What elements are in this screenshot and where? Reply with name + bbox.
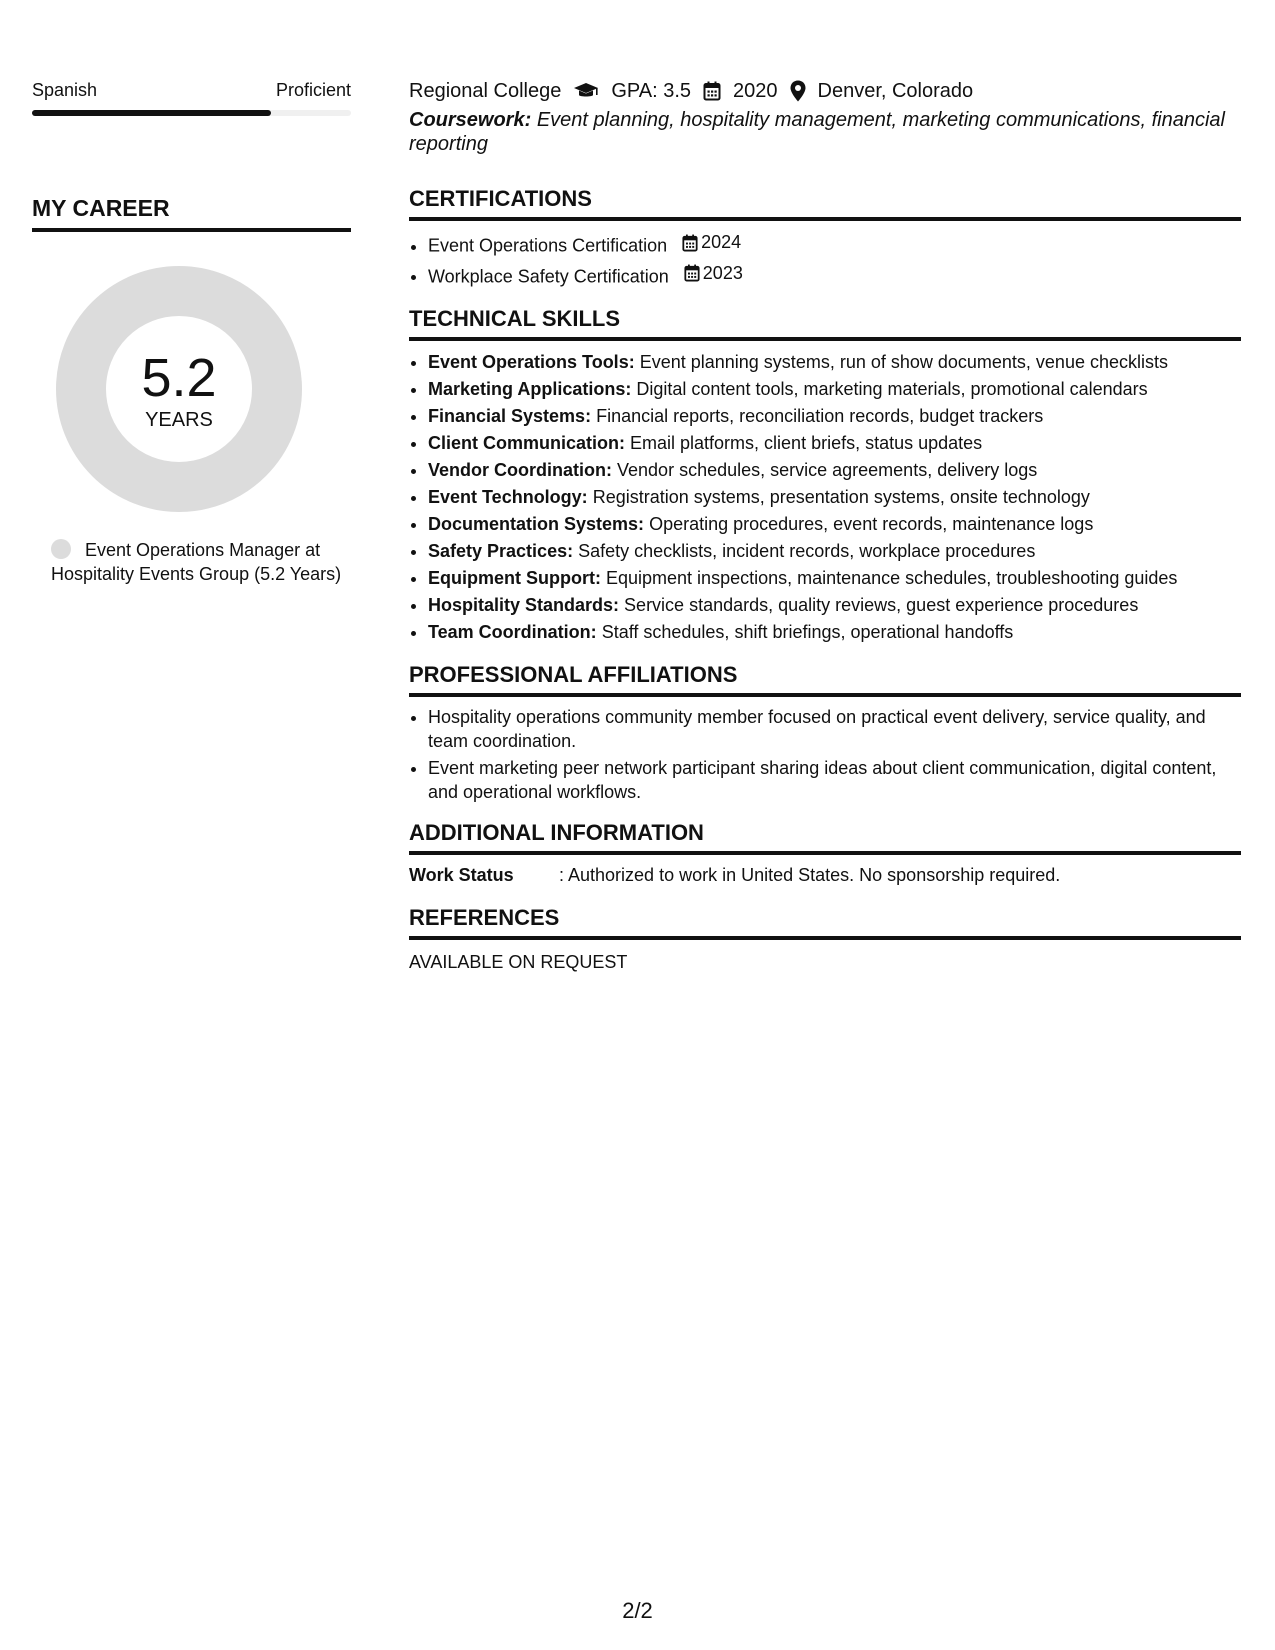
references-text: AVAILABLE ON REQUEST xyxy=(409,952,628,972)
technical-skills-section xyxy=(409,306,1241,646)
skill-label: Team Coordination: xyxy=(428,622,597,642)
career-heading: MY CAREER xyxy=(32,194,351,232)
certification-item xyxy=(428,260,1241,291)
legend-dot xyxy=(51,539,71,559)
career-years-unit: YEARS xyxy=(145,409,213,431)
coursework-text: Event planning, hospitality management, marketing communications, financial reporting xyxy=(409,109,1225,155)
language-row xyxy=(32,78,351,102)
skill-item xyxy=(428,592,1241,619)
skill-item xyxy=(428,619,1241,646)
skill-label: Equipment Support: xyxy=(428,568,601,588)
technical-skills-list xyxy=(409,349,1241,646)
certification-name: Event Operations Certification xyxy=(428,235,668,256)
references-section xyxy=(409,905,1241,974)
skill-label: Vendor Coordination: xyxy=(428,460,612,480)
skill-text: Email platforms, client briefs, status updates xyxy=(630,433,983,453)
skill-label: Documentation Systems: xyxy=(428,514,645,534)
certification-item xyxy=(428,229,1241,260)
calendar-icon xyxy=(703,81,721,101)
skill-label: Event Operations Tools: xyxy=(428,352,635,372)
affiliation-item: • Event marketing peer network participant sharing ideas about client communication, digital content, and operational workflows. xyxy=(428,756,1241,804)
skill-item xyxy=(428,349,1241,376)
language-proficiency-fill xyxy=(32,110,271,116)
calendar-icon xyxy=(682,234,698,252)
coursework-label: Coursework: xyxy=(409,109,532,131)
location-pin-icon xyxy=(790,80,806,102)
career-donut-center xyxy=(56,266,302,512)
language-name: Spanish xyxy=(32,80,98,100)
certifications-heading: CERTIFICATIONS xyxy=(409,186,1241,221)
sidebar xyxy=(32,78,351,586)
skill-text: Digital content tools, marketing materials, promotional calendars xyxy=(636,379,1148,399)
career-legend-text: Event Operations Manager at Hospitality Events Group (5.2 Years) xyxy=(51,540,342,584)
education-entry xyxy=(409,78,1241,156)
skill-item xyxy=(428,565,1241,592)
language-block xyxy=(32,78,351,116)
school-location: Denver, Colorado xyxy=(817,80,974,102)
skill-text: Equipment inspections, maintenance schedules, troubleshooting guides xyxy=(606,568,1178,588)
skill-label: Financial Systems: xyxy=(428,406,592,426)
skill-item xyxy=(428,457,1241,484)
work-status-label: Work Status xyxy=(409,865,514,885)
skill-item xyxy=(428,538,1241,565)
school-name: Regional College xyxy=(409,80,562,102)
additional-information-heading: ADDITIONAL INFORMATION xyxy=(409,820,1241,855)
work-status-value: : Authorized to work in United States. No sponsorship required. xyxy=(559,865,1061,885)
career-donut-chart xyxy=(56,266,302,512)
graduation-cap-icon xyxy=(573,82,599,100)
skill-label: Client Communication: xyxy=(428,433,625,453)
coursework xyxy=(409,108,1241,156)
main-column xyxy=(409,78,1241,974)
certification-year: 2023 xyxy=(702,262,743,283)
skill-text: Safety checklists, incident records, workplace procedures xyxy=(578,541,1036,561)
references-heading: REFERENCES xyxy=(409,905,1241,940)
additional-information-section xyxy=(409,820,1241,887)
skill-text: Registration systems, presentation systems, onsite technology xyxy=(592,487,1090,507)
skill-text: Vendor schedules, service agreements, delivery logs xyxy=(617,460,1038,480)
skill-label: Safety Practices: xyxy=(428,541,574,561)
language-level: Proficient xyxy=(275,80,351,100)
skill-item xyxy=(428,376,1241,403)
language-proficiency-bar xyxy=(32,110,351,116)
skill-item xyxy=(428,484,1241,511)
skill-item xyxy=(428,403,1241,430)
certification-year: 2024 xyxy=(701,232,742,252)
skill-text: Financial reports, reconciliation records, budget trackers xyxy=(596,406,1044,426)
skill-text: Staff schedules, shift briefings, operational handoffs xyxy=(601,622,1014,642)
skill-text: Service standards, quality reviews, guest experience procedures xyxy=(624,595,1139,615)
education-line xyxy=(409,78,1241,104)
work-status-row xyxy=(409,863,1241,887)
technical-skills-heading: TECHNICAL SKILLS xyxy=(409,306,1241,341)
graduation-year: 2020 xyxy=(733,80,778,102)
career-legend-item xyxy=(51,538,351,586)
affiliations-section xyxy=(409,662,1241,804)
page-number: 2/2 xyxy=(622,1598,653,1623)
skill-label: Marketing Applications: xyxy=(428,379,632,399)
skill-label: Hospitality Standards: xyxy=(428,595,620,615)
calendar-icon xyxy=(684,264,700,282)
skill-item xyxy=(428,430,1241,457)
affiliations-list xyxy=(409,705,1241,804)
skill-label: Event Technology: xyxy=(428,487,588,507)
affiliations-heading: PROFESSIONAL AFFILIATIONS xyxy=(409,662,1241,697)
certifications-list xyxy=(409,229,1241,290)
gpa: GPA: 3.5 xyxy=(611,80,691,102)
skill-text: Event planning systems, run of show documents, venue checklists xyxy=(639,352,1168,372)
certification-name: Workplace Safety Certification xyxy=(428,266,669,286)
certifications-section xyxy=(409,186,1241,290)
career-years-value: 5.2 xyxy=(141,348,217,408)
skill-text: Operating procedures, event records, maintenance logs xyxy=(649,514,1094,534)
skill-item xyxy=(428,511,1241,538)
affiliation-item: • Hospitality operations community member focused on practical event delivery, service quality, and team coordination. xyxy=(428,705,1241,753)
